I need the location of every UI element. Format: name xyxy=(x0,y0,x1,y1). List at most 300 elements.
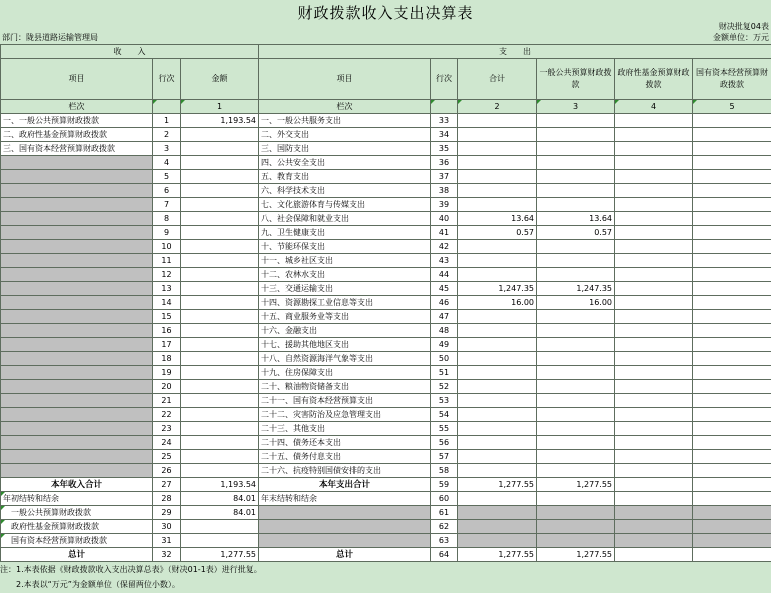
income-line: 14 xyxy=(153,296,181,310)
income-item: 三、国有资本经营预算财政拨款 xyxy=(1,142,153,156)
income-amount xyxy=(181,422,259,436)
table-row xyxy=(1,254,771,268)
col-total: 合计 xyxy=(458,59,537,100)
table-row xyxy=(1,170,771,184)
expense-line: 35 xyxy=(431,142,458,156)
table-row xyxy=(1,128,771,142)
expense-item: 二十、粮油物资储备支出 xyxy=(259,380,431,394)
income-item xyxy=(1,240,153,254)
expense-general xyxy=(537,422,615,436)
table-row xyxy=(1,352,771,366)
col-line: 行次 xyxy=(153,59,181,100)
balance-row xyxy=(1,534,771,548)
income-line: 29 xyxy=(153,506,181,520)
income-item xyxy=(1,366,153,380)
expense-fund xyxy=(615,114,693,128)
income-line: 6 xyxy=(153,184,181,198)
expense-total xyxy=(458,254,537,268)
expense-fund xyxy=(615,548,693,562)
income-amount xyxy=(181,128,259,142)
expense-capital xyxy=(693,548,771,562)
expense-capital xyxy=(693,394,771,408)
expense-general xyxy=(537,324,615,338)
expense-item: 三、国防支出 xyxy=(259,142,431,156)
expense-line: 37 xyxy=(431,170,458,184)
expense-item: 十七、援助其他地区支出 xyxy=(259,338,431,352)
income-amount xyxy=(181,212,259,226)
expense-line: 36 xyxy=(431,156,458,170)
expense-total xyxy=(458,268,537,282)
expense-line: 52 xyxy=(431,380,458,394)
expense-item: 十五、商业服务业等支出 xyxy=(259,310,431,324)
expense-value xyxy=(615,506,693,520)
expense-total xyxy=(458,394,537,408)
expense-total: 0.57 xyxy=(458,226,537,240)
income-line: 19 xyxy=(153,366,181,380)
expense-capital xyxy=(693,142,771,156)
col-gov-fund: 政府性基金预算财政拨款 xyxy=(615,59,693,100)
expense-fund xyxy=(615,310,693,324)
income-item xyxy=(1,408,153,422)
income-group-header: 收 入 xyxy=(1,45,259,59)
income-item xyxy=(1,394,153,408)
income-line: 32 xyxy=(153,548,181,562)
expense-capital xyxy=(693,324,771,338)
expense-item: 一、一般公共服务支出 xyxy=(259,114,431,128)
table-row xyxy=(1,394,771,408)
expense-item: 二十三、其他支出 xyxy=(259,422,431,436)
income-item: 国有资本经营预算财政拨款 xyxy=(1,534,153,548)
expense-line: 47 xyxy=(431,310,458,324)
income-line: 5 xyxy=(153,170,181,184)
expense-item: 十、节能环保支出 xyxy=(259,240,431,254)
income-line: 9 xyxy=(153,226,181,240)
table-row xyxy=(1,198,771,212)
expense-general xyxy=(537,184,615,198)
expense-total xyxy=(458,436,537,450)
department-label: 部门：陇县道路运输管理局 xyxy=(2,33,98,42)
notes xyxy=(0,562,262,592)
expense-item: 二、外交支出 xyxy=(259,128,431,142)
expense-fund xyxy=(615,240,693,254)
income-amount xyxy=(181,170,259,184)
income-amount xyxy=(181,324,259,338)
expense-capital xyxy=(693,156,771,170)
table-row xyxy=(1,156,771,170)
income-amount xyxy=(181,450,259,464)
expense-line: 61 xyxy=(431,506,458,520)
expense-fund xyxy=(615,156,693,170)
total-row xyxy=(1,478,771,492)
expense-capital xyxy=(693,478,771,492)
income-item xyxy=(1,338,153,352)
income-item xyxy=(1,268,153,282)
expense-total xyxy=(458,380,537,394)
expense-line: 46 xyxy=(431,296,458,310)
balance-row xyxy=(1,492,771,506)
expense-line: 58 xyxy=(431,464,458,478)
expense-general xyxy=(537,366,615,380)
expense-line: 53 xyxy=(431,394,458,408)
table-row xyxy=(1,226,771,240)
expense-general: 1,277.55 xyxy=(537,478,615,492)
expense-general: 0.57 xyxy=(537,226,615,240)
expense-value xyxy=(458,534,537,548)
income-line: 17 xyxy=(153,338,181,352)
expense-value xyxy=(458,520,537,534)
income-amount xyxy=(181,352,259,366)
income-item xyxy=(1,436,153,450)
expense-capital xyxy=(693,310,771,324)
expense-item: 十四、资源勘探工业信息等支出 xyxy=(259,296,431,310)
table-row xyxy=(1,380,771,394)
expense-value xyxy=(693,534,771,548)
expense-value xyxy=(693,506,771,520)
income-total-amount: 1,193.54 xyxy=(181,478,259,492)
income-amount xyxy=(181,296,259,310)
expense-general xyxy=(537,310,615,324)
grand-total-row xyxy=(1,548,771,562)
expense-general xyxy=(537,156,615,170)
income-item xyxy=(1,170,153,184)
expense-capital xyxy=(693,296,771,310)
income-line: 30 xyxy=(153,520,181,534)
expense-item: 七、文化旅游体育与传媒支出 xyxy=(259,198,431,212)
expense-capital xyxy=(693,226,771,240)
income-line: 7 xyxy=(153,198,181,212)
expense-fund xyxy=(615,282,693,296)
expense-general xyxy=(537,254,615,268)
expense-line: 63 xyxy=(431,534,458,548)
income-amount xyxy=(181,268,259,282)
income-amount xyxy=(181,142,259,156)
expense-value xyxy=(537,534,615,548)
income-line: 8 xyxy=(153,212,181,226)
expense-value xyxy=(537,492,615,506)
expense-general xyxy=(537,240,615,254)
expense-item: 八、社会保障和就业支出 xyxy=(259,212,431,226)
page-title: 财政拨款收入支出决算表 xyxy=(297,4,474,22)
expense-total xyxy=(458,422,537,436)
expense-fund xyxy=(615,394,693,408)
income-item: 政府性基金预算财政拨款 xyxy=(1,520,153,534)
expense-capital xyxy=(693,128,771,142)
income-line: 31 xyxy=(153,534,181,548)
expense-item: 十三、交通运输支出 xyxy=(259,282,431,296)
expense-item: 十一、城乡社区支出 xyxy=(259,254,431,268)
index-c5: 5 xyxy=(693,100,771,114)
expense-total: 1,277.55 xyxy=(458,478,537,492)
expense-fund xyxy=(615,450,693,464)
income-line: 21 xyxy=(153,394,181,408)
income-line: 27 xyxy=(153,478,181,492)
expense-value xyxy=(458,506,537,520)
income-amount xyxy=(181,534,259,548)
income-amount xyxy=(181,254,259,268)
income-item xyxy=(1,422,153,436)
expense-capital xyxy=(693,408,771,422)
income-line: 1 xyxy=(153,114,181,128)
income-amount xyxy=(181,338,259,352)
expense-total xyxy=(458,240,537,254)
table-row xyxy=(1,464,771,478)
expense-line: 62 xyxy=(431,520,458,534)
grand-total-expense: 1,277.55 xyxy=(458,548,537,562)
expense-capital xyxy=(693,422,771,436)
expense-line: 56 xyxy=(431,436,458,450)
table-row xyxy=(1,408,771,422)
expense-fund xyxy=(615,380,693,394)
expense-total xyxy=(458,352,537,366)
income-item: 年初结转和结余 xyxy=(1,492,153,506)
income-line: 13 xyxy=(153,282,181,296)
index-c1: 1 xyxy=(181,100,259,114)
expense-item: 十二、农林水支出 xyxy=(259,268,431,282)
income-line: 28 xyxy=(153,492,181,506)
expense-total xyxy=(458,366,537,380)
expense-item: 二十六、抗疫特别国债安排的支出 xyxy=(259,464,431,478)
expense-fund xyxy=(615,422,693,436)
expense-total xyxy=(458,408,537,422)
expense-line: 50 xyxy=(431,352,458,366)
expense-item: 十六、金融支出 xyxy=(259,324,431,338)
expense-total: 1,247.35 xyxy=(458,282,537,296)
income-amount xyxy=(181,198,259,212)
expense-general xyxy=(537,268,615,282)
index-c3: 3 xyxy=(537,100,615,114)
expense-line: 60 xyxy=(431,492,458,506)
income-line: 18 xyxy=(153,352,181,366)
income-item xyxy=(1,310,153,324)
expense-fund xyxy=(615,170,693,184)
expense-line: 41 xyxy=(431,226,458,240)
expense-item: 五、教育支出 xyxy=(259,170,431,184)
income-line: 24 xyxy=(153,436,181,450)
income-amount xyxy=(181,464,259,478)
income-line: 11 xyxy=(153,254,181,268)
expense-total xyxy=(458,142,537,156)
expense-capital xyxy=(693,380,771,394)
expense-general: 1,247.35 xyxy=(537,282,615,296)
index-c2: 2 xyxy=(458,100,537,114)
income-item xyxy=(1,352,153,366)
expense-fund xyxy=(615,464,693,478)
expense-total-label: 本年支出合计 xyxy=(259,478,431,492)
expense-general xyxy=(537,352,615,366)
table-row xyxy=(1,142,771,156)
income-item xyxy=(1,380,153,394)
income-item xyxy=(1,184,153,198)
income-amount xyxy=(181,520,259,534)
expense-value xyxy=(458,492,537,506)
expense-fund xyxy=(615,366,693,380)
col-general-budget: 一般公共预算财政拨款 xyxy=(537,59,615,100)
expense-fund xyxy=(615,478,693,492)
expense-total xyxy=(458,310,537,324)
income-item xyxy=(1,254,153,268)
table-row xyxy=(1,240,771,254)
table-row xyxy=(1,268,771,282)
expense-item: 九、卫生健康支出 xyxy=(259,226,431,240)
expense-general xyxy=(537,338,615,352)
table-row xyxy=(1,422,771,436)
expense-line: 40 xyxy=(431,212,458,226)
col-line2: 行次 xyxy=(431,59,458,100)
income-line: 25 xyxy=(153,450,181,464)
income-amount xyxy=(181,184,259,198)
grand-total-general: 1,277.55 xyxy=(537,548,615,562)
expense-capital xyxy=(693,450,771,464)
table-row xyxy=(1,338,771,352)
table-row xyxy=(1,212,771,226)
expense-fund xyxy=(615,226,693,240)
income-amount xyxy=(181,282,259,296)
income-line: 4 xyxy=(153,156,181,170)
index-row xyxy=(1,100,771,114)
income-item: 一、一般公共预算财政拨款 xyxy=(1,114,153,128)
expense-general xyxy=(537,170,615,184)
expense-total xyxy=(458,464,537,478)
expense-capital xyxy=(693,464,771,478)
expense-capital xyxy=(693,436,771,450)
balance-row xyxy=(1,506,771,520)
expense-capital xyxy=(693,240,771,254)
table-row xyxy=(1,366,771,380)
income-amount xyxy=(181,394,259,408)
expense-general xyxy=(537,394,615,408)
income-amount: 84.01 xyxy=(181,506,259,520)
expense-line: 54 xyxy=(431,408,458,422)
expense-total xyxy=(458,184,537,198)
expense-item xyxy=(259,534,431,548)
expense-general: 16.00 xyxy=(537,296,615,310)
expense-line: 49 xyxy=(431,338,458,352)
index-c4: 4 xyxy=(615,100,693,114)
expense-capital xyxy=(693,268,771,282)
expense-capital xyxy=(693,282,771,296)
grand-total-label-right: 总计 xyxy=(259,548,431,562)
expense-fund xyxy=(615,212,693,226)
expense-capital xyxy=(693,114,771,128)
expense-total xyxy=(458,128,537,142)
expense-fund xyxy=(615,338,693,352)
income-line: 12 xyxy=(153,268,181,282)
index-right-label: 栏次 xyxy=(259,100,431,114)
expense-total xyxy=(458,114,537,128)
income-line: 16 xyxy=(153,324,181,338)
expense-line: 39 xyxy=(431,198,458,212)
expense-fund xyxy=(615,324,693,338)
col-state-capital: 国有资本经营预算财政拨款 xyxy=(693,59,771,100)
table-row xyxy=(1,324,771,338)
expense-item xyxy=(259,506,431,520)
expense-line: 57 xyxy=(431,450,458,464)
grand-total-label: 总计 xyxy=(1,548,153,562)
expense-total xyxy=(458,450,537,464)
expense-fund xyxy=(615,198,693,212)
expense-fund xyxy=(615,128,693,142)
table-row xyxy=(1,184,771,198)
expense-fund xyxy=(615,436,693,450)
expense-total xyxy=(458,170,537,184)
expense-item: 十八、自然资源海洋气象等支出 xyxy=(259,352,431,366)
expense-general xyxy=(537,464,615,478)
table-row xyxy=(1,436,771,450)
balance-row xyxy=(1,520,771,534)
expense-capital xyxy=(693,366,771,380)
expense-fund xyxy=(615,296,693,310)
income-amount xyxy=(181,436,259,450)
expense-total xyxy=(458,324,537,338)
income-item xyxy=(1,156,153,170)
table-row xyxy=(1,114,771,128)
income-line: 22 xyxy=(153,408,181,422)
income-item xyxy=(1,282,153,296)
table-row xyxy=(1,310,771,324)
expense-value xyxy=(693,520,771,534)
expense-general: 13.64 xyxy=(537,212,615,226)
expense-fund xyxy=(615,142,693,156)
expense-fund xyxy=(615,254,693,268)
income-line: 20 xyxy=(153,380,181,394)
income-line: 23 xyxy=(153,422,181,436)
expense-value xyxy=(615,534,693,548)
expense-general xyxy=(537,380,615,394)
income-item xyxy=(1,198,153,212)
expense-line: 51 xyxy=(431,366,458,380)
expense-value xyxy=(537,506,615,520)
expense-line: 38 xyxy=(431,184,458,198)
income-amount xyxy=(181,366,259,380)
expense-group-header: 支 出 xyxy=(259,45,771,59)
expense-general xyxy=(537,142,615,156)
expense-general xyxy=(537,198,615,212)
expense-line: 48 xyxy=(431,324,458,338)
expense-item: 年末结转和结余 xyxy=(259,492,431,506)
income-item xyxy=(1,212,153,226)
income-item xyxy=(1,296,153,310)
expense-value xyxy=(615,492,693,506)
index-left-label: 栏次 xyxy=(1,100,153,114)
expense-line: 43 xyxy=(431,254,458,268)
expense-capital xyxy=(693,338,771,352)
expense-general xyxy=(537,436,615,450)
income-line: 15 xyxy=(153,310,181,324)
unit-label: 金额单位：万元 xyxy=(713,33,769,42)
col-amount: 金额 xyxy=(181,59,259,100)
table-row xyxy=(1,296,771,310)
expense-value xyxy=(693,492,771,506)
expense-capital xyxy=(693,198,771,212)
expense-line: 55 xyxy=(431,422,458,436)
expense-line: 34 xyxy=(431,128,458,142)
income-amount: 84.01 xyxy=(181,492,259,506)
expense-capital xyxy=(693,184,771,198)
expense-line: 44 xyxy=(431,268,458,282)
expense-capital xyxy=(693,352,771,366)
income-amount xyxy=(181,380,259,394)
income-amount xyxy=(181,226,259,240)
expense-line: 64 xyxy=(431,548,458,562)
expense-total: 13.64 xyxy=(458,212,537,226)
expense-general xyxy=(537,128,615,142)
expense-general xyxy=(537,114,615,128)
income-line: 26 xyxy=(153,464,181,478)
expense-item: 六、科学技术支出 xyxy=(259,184,431,198)
expense-fund xyxy=(615,408,693,422)
income-item xyxy=(1,464,153,478)
expense-item: 二十四、债务还本支出 xyxy=(259,436,431,450)
